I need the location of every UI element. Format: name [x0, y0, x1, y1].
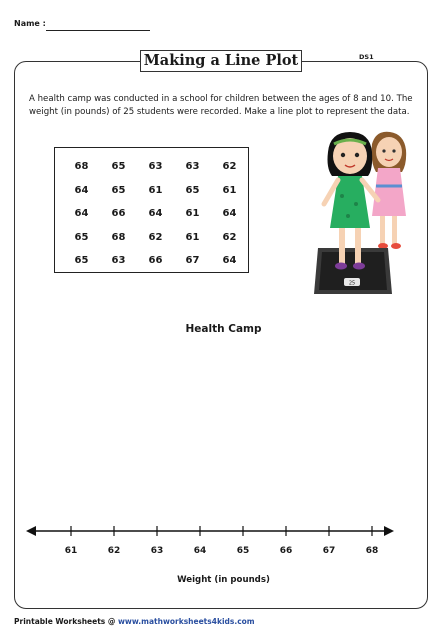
tick-label: 64	[193, 546, 207, 556]
table-row	[63, 202, 248, 226]
table-cell: 68	[74, 161, 89, 173]
table-row	[63, 179, 248, 203]
footer-prefix: Printable Worksheets @	[14, 617, 118, 626]
number-line	[26, 520, 394, 542]
table-cell: 66	[111, 208, 126, 220]
table-cell: 68	[111, 231, 126, 243]
table-cell: 64	[148, 208, 163, 220]
table-cell: 62	[148, 231, 163, 243]
table-row	[63, 249, 248, 273]
tick-label: 63	[150, 546, 164, 556]
left-arrow-icon	[26, 526, 36, 536]
table-cell: 65	[74, 255, 89, 267]
table-cell: 65	[111, 161, 126, 173]
table-cell: 64	[74, 208, 89, 220]
table-cell: 61	[222, 184, 237, 196]
table-cell: 65	[74, 231, 89, 243]
table-cell: 63	[185, 161, 200, 173]
problem-statement: A health camp was conducted in a school for children between the ages of 8 and 10. The weight (in pounds) of 25 students were recorded. Make a line plot to represent the data.	[29, 94, 413, 117]
name-label: Name :	[14, 19, 46, 28]
scale-reading: 25	[348, 280, 356, 287]
table-cell: 62	[222, 161, 237, 173]
tick-label: 66	[279, 546, 293, 556]
table-cell: 61	[185, 208, 200, 220]
tick-label: 62	[107, 546, 121, 556]
tick-label: 68	[365, 546, 379, 556]
worksheet-code: DS1	[359, 53, 374, 61]
data-table	[63, 155, 248, 273]
table-cell: 61	[185, 231, 200, 243]
table-cell: 66	[148, 255, 163, 267]
table-cell: 62	[222, 231, 237, 243]
data-box	[54, 147, 249, 273]
table-cell: 64	[222, 255, 237, 267]
table-cell: 64	[222, 208, 237, 220]
table-row	[63, 155, 248, 179]
right-arrow-icon	[384, 526, 394, 536]
name-blank-line[interactable]	[46, 30, 150, 31]
girl-pink-dress-icon	[372, 132, 407, 249]
table-cell: 65	[185, 184, 200, 196]
footer	[14, 617, 255, 626]
children-on-scale-illustration	[310, 124, 410, 302]
table-cell: 61	[148, 184, 163, 196]
tick-label: 61	[64, 546, 78, 556]
table-cell: 65	[111, 184, 126, 196]
tick-label: 67	[322, 546, 336, 556]
footer-site-link[interactable]: www.mathworksheets4kids.com	[117, 617, 255, 626]
table-cell: 64	[74, 184, 89, 196]
tick-label: 65	[236, 546, 250, 556]
axis-label: Weight (in pounds)	[177, 575, 270, 585]
worksheet-title: Making a Line Plot	[140, 50, 302, 72]
table-cell: 63	[111, 255, 126, 267]
line-plot-title: Health Camp	[185, 323, 262, 335]
weighing-scale-icon	[314, 248, 392, 294]
tick-labels	[0, 546, 447, 560]
table-cell: 63	[148, 161, 163, 173]
table-cell: 67	[185, 255, 200, 267]
table-row	[63, 226, 248, 250]
